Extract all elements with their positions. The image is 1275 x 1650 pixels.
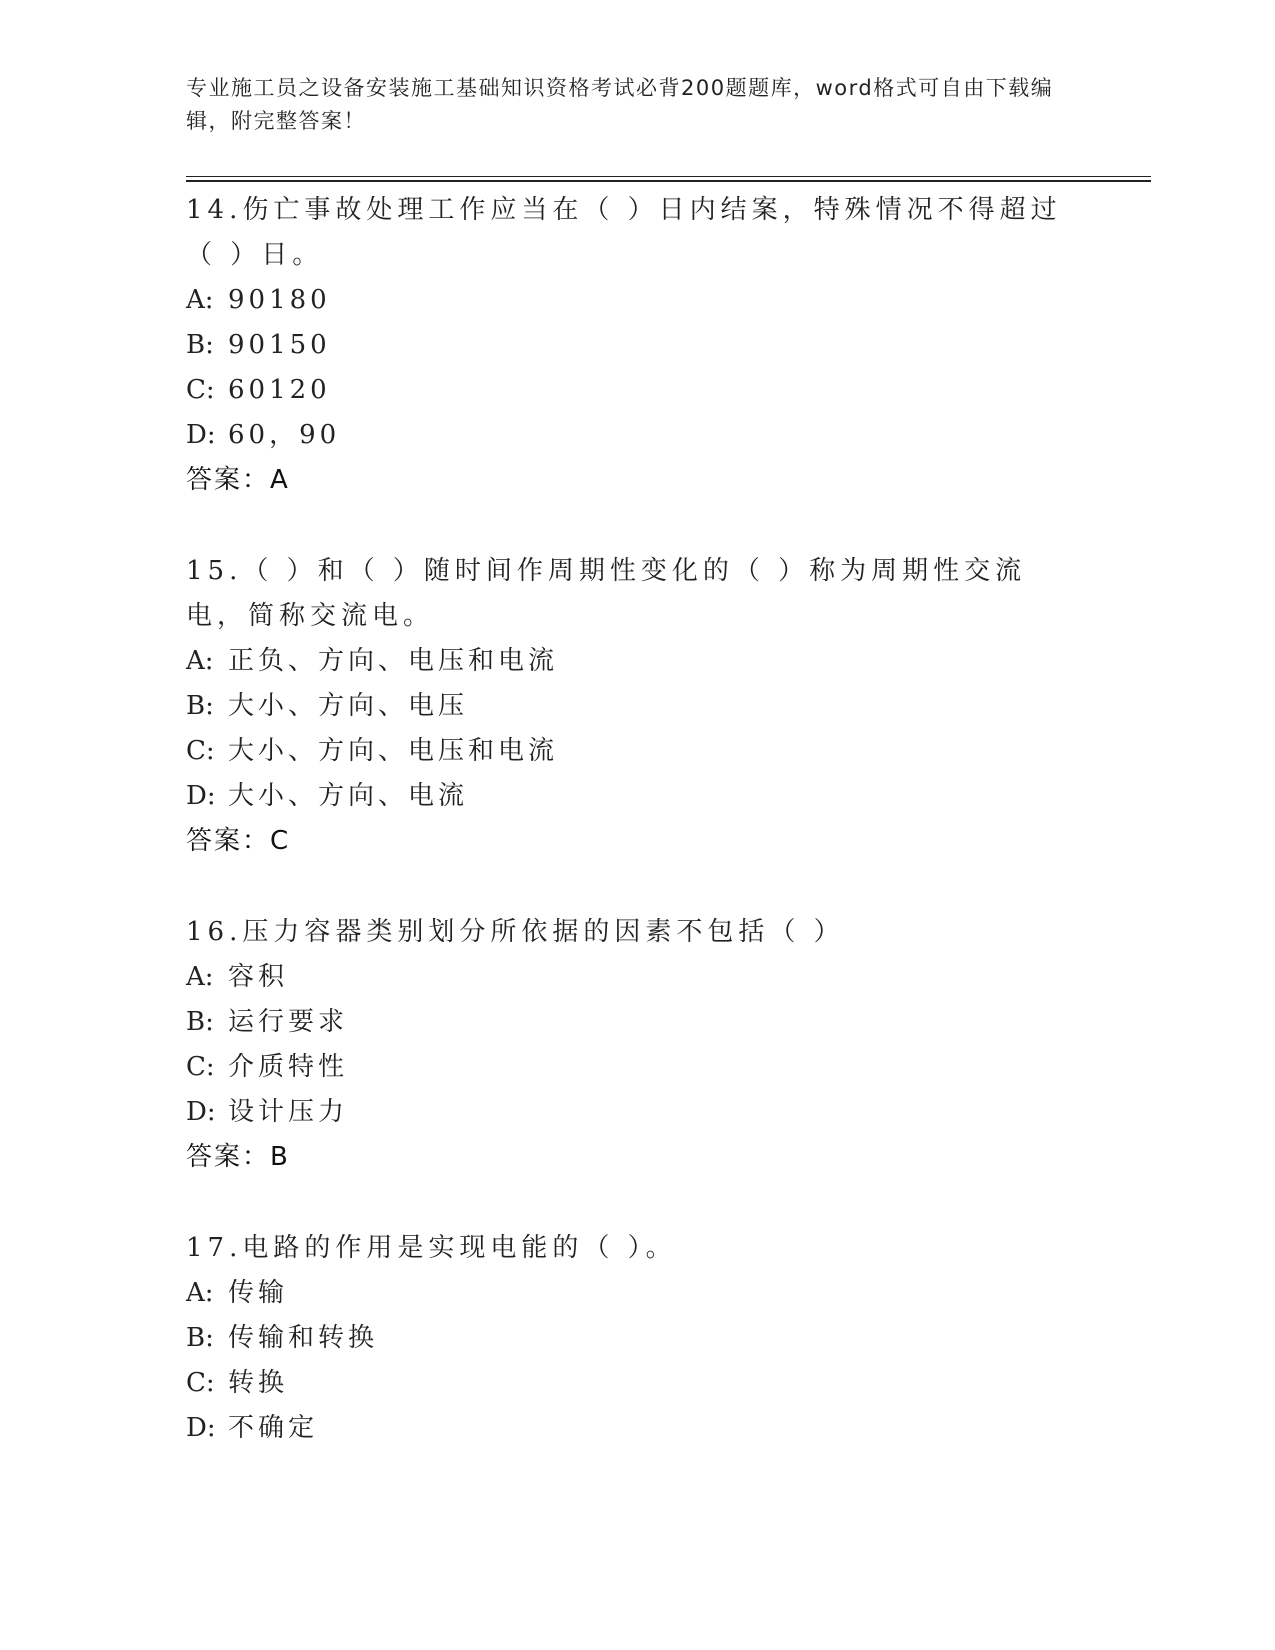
option-text: 大小、方向、电压和电流: [228, 736, 559, 766]
option-c: [186, 729, 1086, 774]
option-text: 60，90: [228, 420, 341, 450]
option-a: [186, 278, 1086, 323]
document-header: 专业施工员之设备安装施工基础知识资格考试必背200题题库，word格式可自由下载编辑，附完整答案！: [186, 76, 1054, 133]
option-text: 90150: [228, 330, 331, 360]
option-text: 大小、方向、电压: [228, 691, 469, 721]
option-label: D:: [186, 781, 216, 811]
option-text: 大小、方向、电流: [228, 781, 469, 811]
option-text: 运行要求: [228, 1007, 349, 1037]
option-label: C:: [186, 1368, 215, 1398]
option-d: [186, 413, 1086, 458]
option-d: [186, 1090, 1086, 1135]
option-label: D:: [186, 1413, 216, 1443]
question-15: [186, 549, 1086, 864]
question-stem: 16.压力容器类别划分所依据的因素不包括（ ）: [186, 917, 845, 947]
option-c: [186, 368, 1086, 413]
option-c: [186, 1361, 1086, 1406]
option-text: 传输和转换: [228, 1323, 379, 1353]
option-text: 介质特性: [228, 1052, 349, 1082]
option-label: B:: [186, 691, 214, 721]
option-a: [186, 1271, 1086, 1316]
option-text: 容积: [228, 962, 289, 992]
option-d: [186, 774, 1086, 819]
question-stem: 17.电路的作用是实现电能的（ ）。: [186, 1233, 677, 1263]
option-c: [186, 1045, 1086, 1090]
option-label: C:: [186, 375, 215, 405]
option-label: B:: [186, 330, 214, 360]
option-b: [186, 684, 1086, 729]
option-b: [186, 1000, 1086, 1045]
option-text: 90180: [228, 285, 331, 315]
option-text: 传输: [228, 1278, 289, 1308]
answer-line: 答案：C: [186, 826, 291, 856]
option-label: A:: [186, 646, 214, 676]
option-label: C:: [186, 736, 215, 766]
option-text: 设计压力: [228, 1097, 349, 1127]
question-14: [186, 188, 1086, 503]
option-text: 60120: [228, 375, 331, 405]
option-label: D:: [186, 420, 216, 450]
option-label: A:: [186, 962, 214, 992]
answer-line: 答案：A: [186, 465, 290, 495]
option-b: [186, 1316, 1086, 1361]
option-b: [186, 323, 1086, 368]
option-label: A:: [186, 1278, 214, 1308]
option-text: 转换: [228, 1368, 289, 1398]
option-label: B:: [186, 1007, 214, 1037]
question-17: [186, 1226, 1086, 1451]
option-label: D:: [186, 1097, 216, 1127]
option-d: [186, 1406, 1086, 1451]
option-label: B:: [186, 1323, 214, 1353]
header-divider-thin: [186, 176, 1151, 177]
option-a: [186, 955, 1086, 1000]
option-text: 正负、方向、电压和电流: [228, 646, 559, 676]
header-divider-thick: [186, 180, 1151, 182]
option-label: A:: [186, 285, 214, 315]
question-stem: 14.伤亡事故处理工作应当在（ ）日内结案，特殊情况不得超过（ ）日。: [186, 195, 1062, 270]
option-a: [186, 639, 1086, 684]
option-label: C:: [186, 1052, 215, 1082]
question-16: [186, 910, 1086, 1180]
question-list: [186, 188, 1086, 1497]
answer-line: 答案：B: [186, 1142, 290, 1172]
option-text: 不确定: [228, 1413, 319, 1443]
question-stem: 15.（ ）和（ ）随时间作周期性变化的（ ）称为周期性交流电，简称交流电。: [186, 556, 1027, 631]
